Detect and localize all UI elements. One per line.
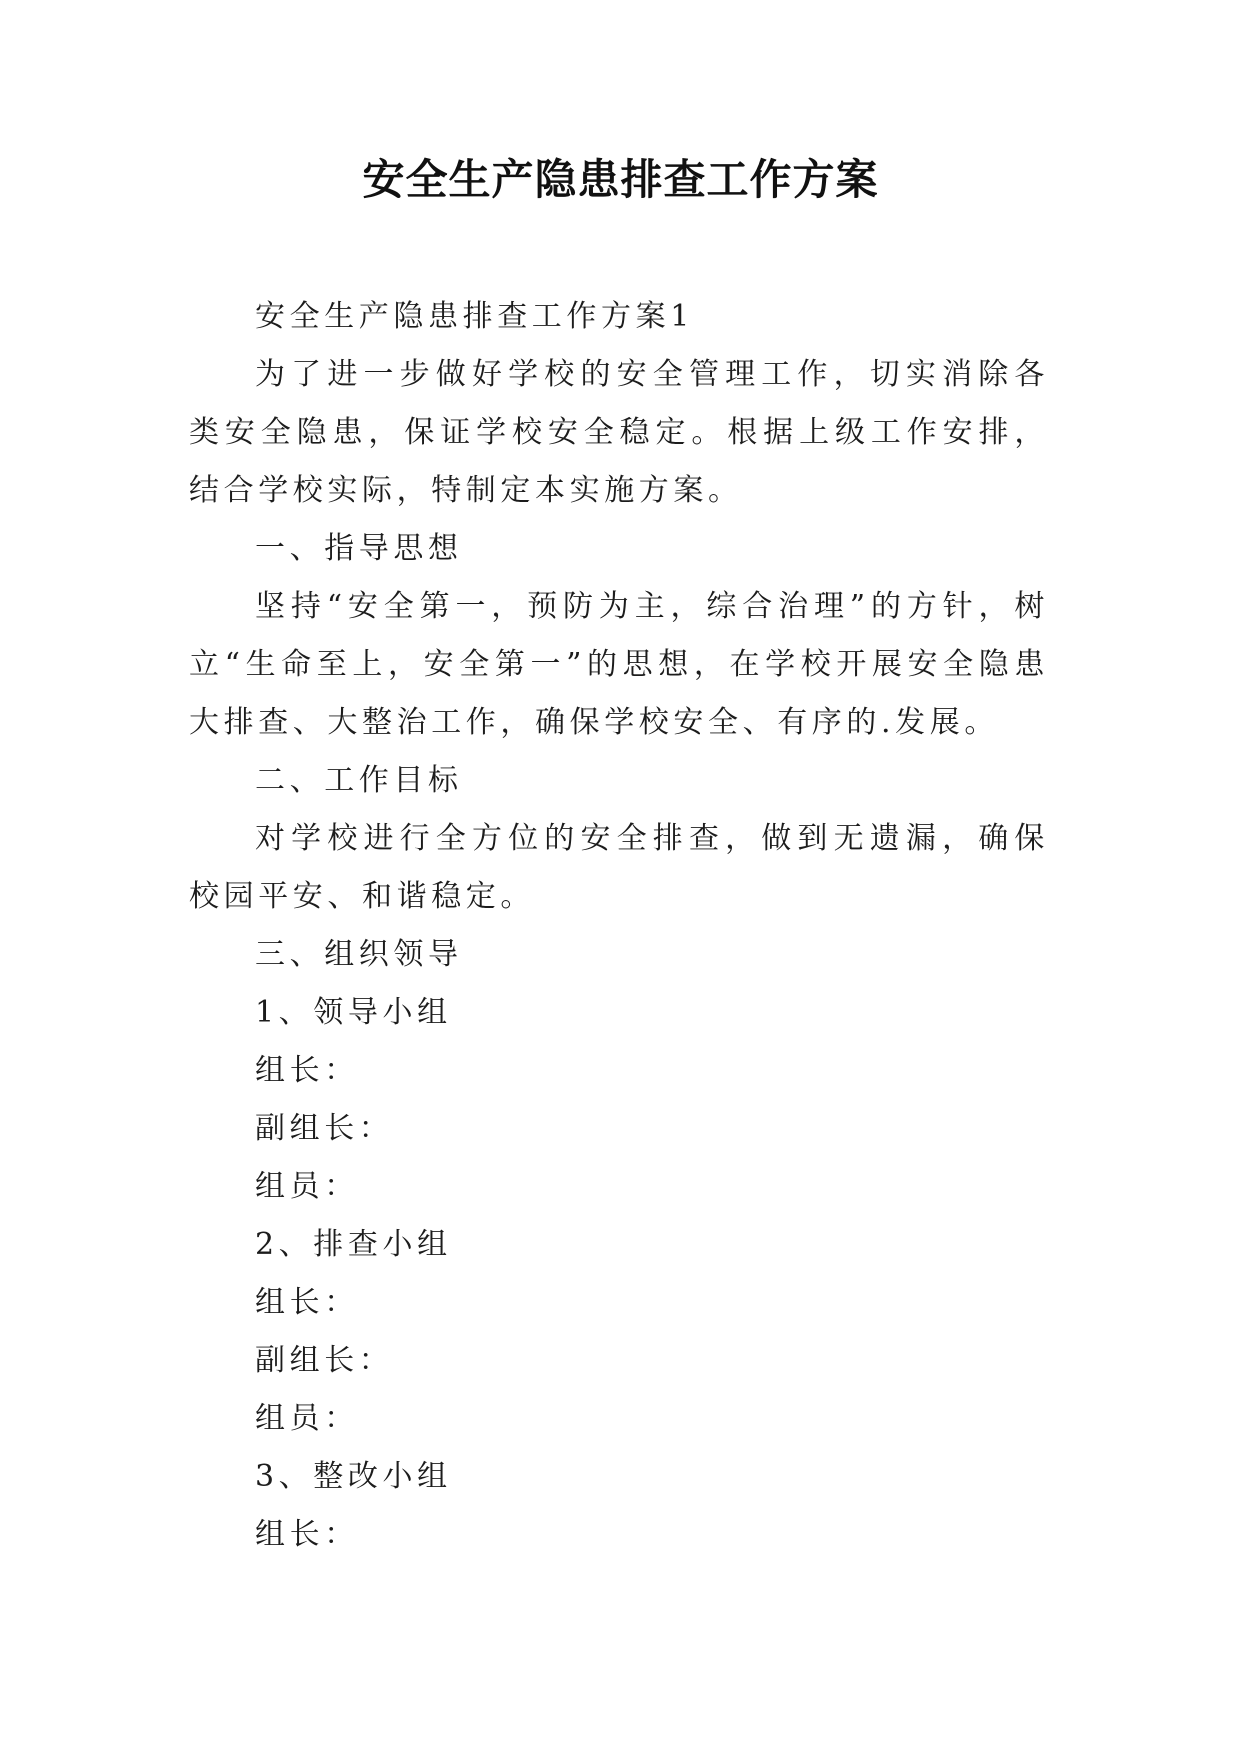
subsection-heading: 3、整改小组 <box>255 1459 452 1494</box>
section-heading: 二、工作目标 <box>255 763 463 798</box>
subsection-heading: 2、排查小组 <box>255 1227 452 1262</box>
role-line: 副组长： <box>255 1343 394 1378</box>
body-paragraph: 对学校进行全方位的安全排查，做到无遗漏，确保校园平安、和谐稳定。 <box>189 821 1049 914</box>
role-line: 副组长： <box>255 1111 394 1146</box>
role-line: 组长： <box>255 1517 359 1552</box>
role-line: 组员： <box>255 1169 359 1204</box>
role-line: 组长： <box>255 1285 359 1320</box>
document-title: 安全生产隐患排查工作方案 <box>362 155 879 204</box>
section-heading: 一、指导思想 <box>255 531 463 566</box>
role-line: 组长： <box>255 1053 359 1088</box>
subsection-heading: 1、领导小组 <box>255 995 452 1030</box>
body-paragraph: 坚持“安全第一，预防为主，综合治理”的方针，树立“生命至上，安全第一”的思想，在学校开展安全隐患大排查、大整治工作，确保学校安全、有序的.发展。 <box>189 589 1049 740</box>
section-heading: 安全生产隐患排查工作方案1 <box>255 299 694 334</box>
document-body <box>189 288 1049 1564</box>
role-line: 组员： <box>255 1401 359 1436</box>
intro-paragraph: 为了进一步做好学校的安全管理工作，切实消除各类安全隐患，保证学校安全稳定。根据上级工作安排，结合学校实际，特制定本实施方案。 <box>189 357 1049 508</box>
section-heading: 三、组织领导 <box>255 937 463 972</box>
